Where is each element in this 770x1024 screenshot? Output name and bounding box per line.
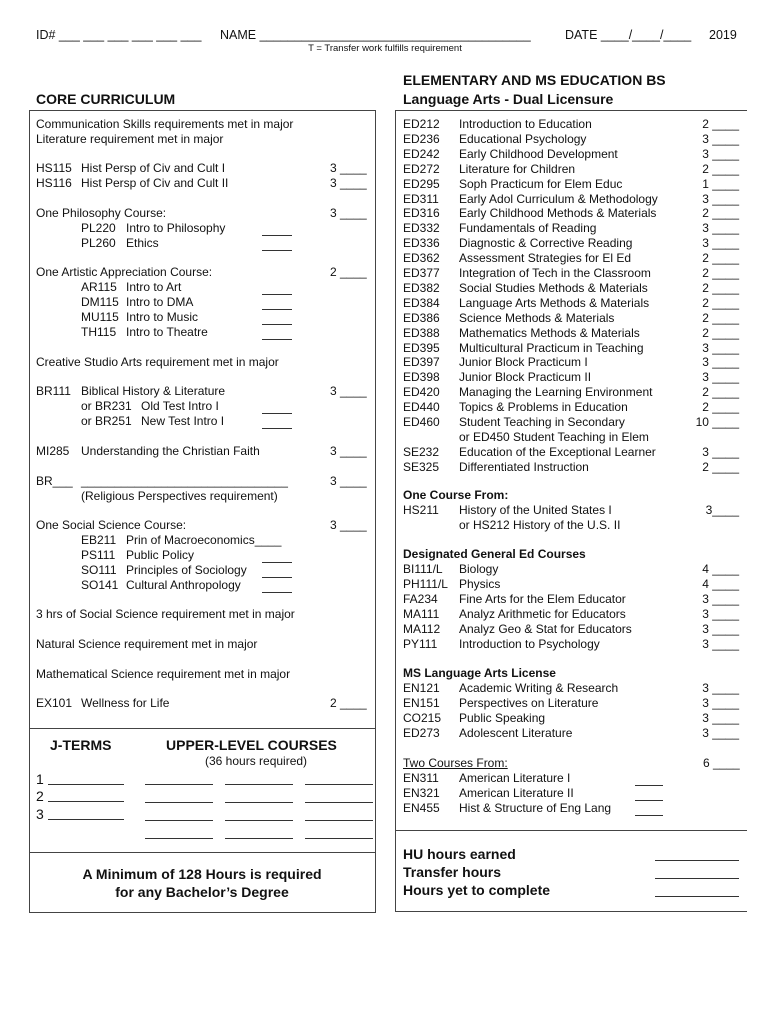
checkoff-blank[interactable] [262, 416, 292, 429]
course-code: EX101 [36, 696, 73, 710]
course-row [403, 801, 743, 816]
course-row [403, 370, 743, 385]
core-row [36, 325, 370, 340]
course-row [403, 326, 743, 341]
course-code: EN321 [403, 786, 440, 800]
transfer-note: T = Transfer work fulfills requirement [308, 43, 462, 54]
course-code: AR115 [81, 280, 117, 294]
upper-level-blank[interactable] [225, 790, 293, 803]
course-code: ED388 [403, 325, 440, 340]
course-name: Prin of Macroeconomics____ [126, 533, 282, 547]
hours-blank[interactable]: 2 ____ [702, 206, 739, 221]
course-code: ED377 [403, 266, 440, 280]
transfer-hours-label: Transfer hours [403, 864, 502, 880]
course-name: Public Speaking [459, 711, 546, 725]
hours-blank[interactable]: 3 ____ [330, 518, 367, 532]
course-row [403, 355, 743, 370]
course-row [403, 251, 743, 266]
course-code: ED272 [403, 161, 440, 176]
course-code: EN151 [403, 696, 440, 710]
checkoff-blank[interactable] [262, 550, 292, 563]
min-hours-note [29, 865, 375, 901]
hours-summary [403, 845, 550, 899]
course-name: Social Studies Methods & Materials [459, 280, 648, 295]
course-code: ED398 [403, 370, 440, 385]
hours-blank[interactable]: 3 ____ [330, 474, 367, 488]
course-name: Hist Persp of Civ and Cult II [81, 176, 229, 190]
course-row [403, 192, 743, 207]
course-code: 3 hrs of Social Science requirement met in major [36, 607, 295, 621]
course-code: ED236 [403, 131, 440, 146]
course-name: Educational Psychology [459, 131, 587, 146]
hours-blank[interactable]: 3 ____ [702, 370, 739, 385]
course-code: ED332 [403, 221, 440, 236]
course-code: Mathematical Science requirement met in major [36, 667, 291, 681]
course-name: Soph Practicum for Elem Educ [459, 176, 623, 191]
core-row [36, 563, 370, 578]
course-code: or BR231 [81, 399, 132, 413]
gened-title: Designated General Ed Courses [403, 547, 586, 561]
core-row [36, 548, 370, 563]
left-jterm-divider [29, 728, 375, 729]
course-name: American Literature II [459, 786, 574, 800]
hours-blank[interactable]: 3 ____ [702, 637, 739, 651]
course-code: FA234 [403, 592, 438, 606]
course-name: Adolescent Literature [459, 726, 573, 740]
right-bottom-rule [395, 911, 747, 912]
course-code: SE325 [403, 459, 440, 474]
course-code: ED362 [403, 251, 440, 266]
course-name: or HS212 History of the U.S. II [459, 518, 621, 532]
checkoff-blank[interactable] [262, 312, 292, 325]
hours-blank[interactable]: 10 ____ [695, 415, 739, 429]
course-row [403, 696, 743, 711]
course-row [403, 415, 743, 430]
course-row [403, 726, 743, 741]
course-name: Managing the Learning Environment [459, 385, 653, 400]
hours-blank[interactable]: 3____ [705, 503, 739, 517]
course-row [403, 266, 743, 281]
upper-level-blank[interactable] [305, 826, 373, 839]
course-row [403, 460, 743, 475]
upper-level-subtitle: (36 hours required) [205, 754, 308, 768]
course-row [403, 311, 743, 326]
hours-blank[interactable]: 2 ____ [702, 117, 739, 131]
course-code: BI111/L [403, 562, 443, 576]
course-name: Language Arts Methods & Materials [459, 295, 650, 310]
hours-blank[interactable]: 3 ____ [702, 696, 739, 710]
upper-level-blank[interactable] [145, 772, 213, 785]
core-row [36, 280, 370, 295]
core-row [36, 355, 370, 370]
course-code: SE232 [403, 444, 440, 459]
core-row [36, 399, 370, 414]
upper-level-blank[interactable] [305, 790, 373, 803]
course-code: ED212 [403, 117, 440, 131]
jterm-blank[interactable] [48, 789, 124, 802]
course-name: New Test Intro I [141, 414, 225, 428]
checkoff-blank[interactable] [635, 788, 663, 801]
hours-blank[interactable]: 3 ____ [702, 592, 739, 606]
core-row [36, 667, 370, 682]
course-code: HS115 [36, 161, 72, 175]
course-row [403, 221, 743, 236]
two-courses-hours[interactable]: 6 ____ [703, 756, 740, 770]
jterm-number: 3 [36, 806, 44, 822]
core-row [36, 310, 370, 325]
course-name: Intro to Art [126, 280, 182, 294]
year-label: 2019 [709, 28, 737, 42]
course-name: Differentiated Instruction [459, 459, 589, 474]
course-name: Introduction to Education [459, 117, 592, 131]
course-name: Hist Persp of Civ and Cult I [81, 161, 226, 175]
core-row [36, 533, 370, 548]
course-code: ED440 [403, 400, 440, 415]
checkoff-blank[interactable] [262, 297, 292, 310]
checkoff-blank[interactable] [262, 238, 292, 251]
hu-hours-earned-label: HU hours earned [403, 846, 516, 862]
hours-blank[interactable]: 3 ____ [330, 176, 367, 190]
course-row [403, 206, 743, 221]
checkoff-blank[interactable] [262, 282, 292, 295]
course-name: Integration of Tech in the Classroom [459, 266, 651, 280]
core-row [36, 518, 370, 533]
min-hours-line2: for any Bachelor’s Degree [115, 884, 289, 900]
course-name: Education of the Exceptional Learner [459, 444, 656, 459]
course-name: Fundamentals of Reading [459, 221, 597, 236]
hours-blank[interactable]: 3 ____ [702, 444, 739, 459]
course-name: Assessment Strategies for El Ed [459, 251, 632, 266]
course-name: Junior Block Practicum I [459, 355, 588, 370]
course-code: MA111 [403, 607, 440, 621]
one-course-title: One Course From: [403, 488, 509, 502]
course-code: ED336 [403, 236, 440, 251]
ms-license-title: MS Language Arts License [403, 666, 556, 680]
upper-level-blank[interactable] [225, 772, 293, 785]
hours-blank[interactable]: 3 ____ [702, 711, 739, 725]
hours-blank[interactable]: 3 ____ [702, 221, 739, 236]
course-code: MI285 [36, 444, 70, 458]
course-code: DM115 [81, 295, 119, 309]
checkoff-blank[interactable] [262, 401, 292, 414]
hours-blank[interactable]: 2 ____ [702, 459, 739, 474]
course-row [403, 430, 743, 445]
course-code: PH111/L [403, 577, 448, 591]
course-name: Mathematics Methods & Materials [459, 325, 640, 340]
course-row [403, 296, 743, 311]
course-row [403, 281, 743, 296]
course-name: Junior Block Practicum II [459, 370, 592, 385]
course-name: Analyz Geo & Stat for Educators [459, 622, 632, 636]
hours-blank[interactable]: 2 ____ [702, 325, 739, 340]
course-code: ED397 [403, 355, 440, 370]
course-name: Academic Writing & Research [459, 681, 619, 695]
core-row [36, 295, 370, 310]
course-code: One Philosophy Course: [36, 206, 167, 220]
core-row [36, 696, 370, 711]
course-name: Early Childhood Methods & Materials [459, 206, 657, 221]
core-row [36, 206, 370, 221]
checkoff-blank[interactable] [262, 565, 292, 578]
jterm-blank[interactable] [48, 807, 124, 820]
course-name: Intro to DMA [126, 295, 194, 309]
hu-hours-earned-blank[interactable] [655, 848, 739, 861]
course-code: EN455 [403, 801, 440, 815]
hours-blank[interactable]: 2 ____ [702, 266, 739, 280]
program-title [403, 71, 666, 109]
hours-blank[interactable]: 3 ____ [330, 206, 367, 220]
course-code: ED386 [403, 310, 440, 325]
course-name: Early Adol Curriculum & Methodology [459, 191, 658, 206]
course-row [403, 162, 743, 177]
hours-blank[interactable]: 3 ____ [702, 191, 739, 206]
upper-level-blank[interactable] [305, 772, 373, 785]
course-code: ED295 [403, 176, 440, 191]
hours-blank[interactable]: 2 ____ [702, 280, 739, 295]
course-code: PL260 [81, 236, 116, 250]
course-row [403, 637, 743, 652]
course-code: ED460 [403, 415, 440, 429]
transfer-hours-blank[interactable] [655, 866, 739, 879]
course-code: HS211 [403, 503, 439, 517]
course-code: Literature requirement met in major [36, 132, 224, 146]
course-code: ED382 [403, 280, 440, 295]
course-code: BR111 [36, 384, 71, 398]
course-name: Cultural Anthropology [126, 578, 241, 592]
core-row [36, 221, 370, 236]
right-column-left-border [395, 110, 396, 912]
jterm-number: 2 [36, 788, 44, 804]
core-row [36, 132, 370, 147]
core-row [36, 578, 370, 593]
hours-blank[interactable]: 3 ____ [702, 131, 739, 146]
program-title-line2: Language Arts - Dual Licensure [403, 91, 614, 107]
course-code: One Social Science Course: [36, 518, 187, 532]
course-code: ED395 [403, 340, 440, 355]
course-code: MU115 [81, 310, 119, 324]
left-footer-divider [29, 852, 375, 853]
hours-blank[interactable]: 2 ____ [702, 295, 739, 310]
hours-blank[interactable]: 3 ____ [702, 146, 739, 161]
course-row [403, 177, 743, 192]
course-code: SO111 [81, 563, 117, 577]
course-name: Biblical History & Literature [81, 384, 226, 398]
program-title-line1: ELEMENTARY AND MS EDUCATION BS [403, 72, 666, 88]
hours-blank[interactable]: 2 ____ [330, 265, 367, 279]
course-row [403, 445, 743, 460]
course-code: Communication Skills requirements met in major [36, 117, 294, 131]
hours-blank[interactable]: 3 ____ [702, 340, 739, 355]
course-code: SO141 [81, 578, 119, 592]
core-row [36, 117, 370, 132]
two-courses-title: Two Courses From: [403, 756, 508, 770]
id-field[interactable]: ID# ___ ___ ___ ___ ___ ___ [36, 28, 202, 42]
course-row [403, 132, 743, 147]
course-name: Understanding the Christian Faith [81, 444, 260, 458]
course-name: Wellness for Life [81, 696, 170, 710]
course-code: PL220 [81, 221, 116, 235]
upper-level-blank[interactable] [225, 808, 293, 821]
course-row [403, 786, 743, 801]
course-name: Science Methods & Materials [459, 310, 615, 325]
upper-level-blank[interactable] [225, 826, 293, 839]
hours-blank[interactable]: 3 ____ [702, 355, 739, 370]
course-name: (Religious Perspectives requirement) [81, 489, 278, 503]
course-name: Fine Arts for the Elem Educator [459, 592, 626, 606]
course-name: Literature for Children [459, 161, 576, 176]
course-row [403, 622, 743, 637]
upper-level-title: UPPER-LEVEL COURSES [166, 737, 337, 753]
core-row [36, 474, 370, 489]
checkoff-blank[interactable] [262, 223, 292, 236]
course-name: Principles of Sociology [126, 563, 247, 577]
jterm-blank[interactable] [48, 772, 124, 785]
course-code: ED384 [403, 295, 440, 310]
course-code: EB211 [81, 533, 117, 547]
checkoff-blank[interactable] [262, 580, 292, 593]
course-code: ED316 [403, 206, 440, 221]
course-code: PS111 [81, 548, 116, 562]
course-name: Topics & Problems in Education [459, 400, 628, 415]
hours-blank[interactable]: 2 ____ [330, 696, 367, 710]
core-row [36, 236, 370, 251]
course-name: _______________________________ [81, 474, 288, 488]
course-name: Intro to Philosophy [126, 221, 226, 235]
course-code: ED311 [403, 191, 439, 206]
hours-blank[interactable]: 3 ____ [330, 384, 367, 398]
hours-blank[interactable]: 2 ____ [702, 400, 739, 415]
course-name: Student Teaching in Secondary [459, 415, 625, 429]
core-curriculum-title: CORE CURRICULUM [36, 91, 176, 107]
course-name: Perspectives on Literature [459, 696, 599, 710]
course-code: EN311 [403, 771, 439, 785]
course-name: Multicultural Practicum in Teaching [459, 340, 644, 355]
course-row [403, 400, 743, 415]
hours-blank[interactable]: 3 ____ [330, 444, 367, 458]
hours-blank[interactable]: 3 ____ [702, 681, 739, 695]
hours-blank[interactable]: 3 ____ [702, 607, 739, 621]
course-row [403, 771, 743, 786]
min-hours-line1: A Minimum of 128 Hours is required [82, 866, 322, 882]
course-row [403, 577, 743, 592]
course-code: HS116 [36, 176, 72, 190]
course-name: Public Policy [126, 548, 195, 562]
hours-blank[interactable]: 3 ____ [702, 726, 739, 740]
course-code: or BR251 [81, 414, 132, 428]
name-field[interactable]: NAME _______________________________________ [220, 28, 531, 42]
hours-yet-label: Hours yet to complete [403, 882, 551, 898]
hours-blank[interactable]: 1 ____ [702, 176, 739, 191]
course-row [403, 341, 743, 356]
course-code: ED420 [403, 385, 440, 400]
right-footer-divider [395, 830, 747, 831]
core-row [36, 176, 370, 191]
course-row [403, 562, 743, 577]
course-row [403, 385, 743, 400]
core-row [36, 161, 370, 176]
core-row [36, 607, 370, 622]
course-name: History of the United States I [459, 503, 612, 517]
course-name: Introduction to Psychology [459, 637, 600, 651]
course-name: Early Childhood Development [459, 146, 618, 161]
core-row [36, 444, 370, 459]
course-name: Physics [459, 577, 501, 591]
course-row [403, 711, 743, 726]
course-name: Old Test Intro I [141, 399, 219, 413]
course-row [403, 592, 743, 607]
hours-blank[interactable]: 3 ____ [330, 161, 367, 175]
date-field[interactable]: DATE ____/____/____ [565, 28, 692, 42]
core-row [36, 414, 370, 429]
course-name: Ethics [126, 236, 159, 250]
course-row [403, 607, 743, 622]
course-code: ED273 [403, 726, 440, 740]
core-row [36, 265, 370, 280]
course-name: Intro to Theatre [126, 325, 208, 339]
course-code: Creative Studio Arts requirement met in major [36, 355, 279, 369]
course-code: ED242 [403, 146, 440, 161]
course-code: BR___ [36, 474, 73, 488]
course-name: American Literature I [459, 771, 571, 785]
course-code: EN121 [403, 681, 440, 695]
core-row [36, 637, 370, 652]
core-row [36, 384, 370, 399]
checkoff-blank[interactable] [635, 803, 663, 816]
course-code: One Artistic Appreciation Course: [36, 265, 213, 279]
checkoff-blank[interactable] [262, 327, 292, 340]
core-row [36, 489, 370, 504]
course-name: Diagnostic & Corrective Reading [459, 236, 633, 251]
hours-blank[interactable]: 2 ____ [702, 385, 739, 400]
right-column-top-rule [395, 110, 747, 111]
course-row [403, 147, 743, 162]
upper-level-blank[interactable] [305, 808, 373, 821]
course-code: Natural Science requirement met in major [36, 637, 258, 651]
jterms-title: J-TERMS [50, 737, 112, 753]
upper-level-blank[interactable] [145, 808, 213, 821]
course-name: Intro to Music [126, 310, 199, 324]
course-row [403, 236, 743, 251]
upper-level-blank[interactable] [145, 826, 213, 839]
course-code: TH115 [81, 325, 117, 339]
hours-blank[interactable]: 4 ____ [702, 562, 739, 576]
hours-yet-blank[interactable] [655, 884, 739, 897]
course-row [403, 518, 743, 533]
course-name: Hist & Structure of Eng Lang [459, 801, 612, 815]
jterm-number: 1 [36, 771, 44, 787]
hours-blank[interactable]: 2 ____ [702, 161, 739, 176]
course-name: or ED450 Student Teaching in Elem [459, 429, 649, 444]
course-code: PY111 [403, 637, 438, 651]
hours-blank[interactable]: 2 ____ [702, 310, 739, 325]
upper-level-blank[interactable] [145, 790, 213, 803]
course-name: Biology [459, 562, 499, 576]
hours-blank[interactable]: 3 ____ [702, 622, 739, 636]
checkoff-blank[interactable] [635, 773, 663, 786]
course-row [403, 681, 743, 696]
hours-blank[interactable]: 2 ____ [702, 251, 739, 266]
course-code: CO215 [403, 711, 442, 725]
course-row [403, 117, 743, 132]
course-code: MA112 [403, 622, 441, 636]
course-name: Analyz Arithmetic for Educators [459, 607, 626, 621]
course-row [403, 503, 743, 518]
hours-blank[interactable]: 3 ____ [702, 236, 739, 251]
hours-blank[interactable]: 4 ____ [702, 577, 739, 591]
